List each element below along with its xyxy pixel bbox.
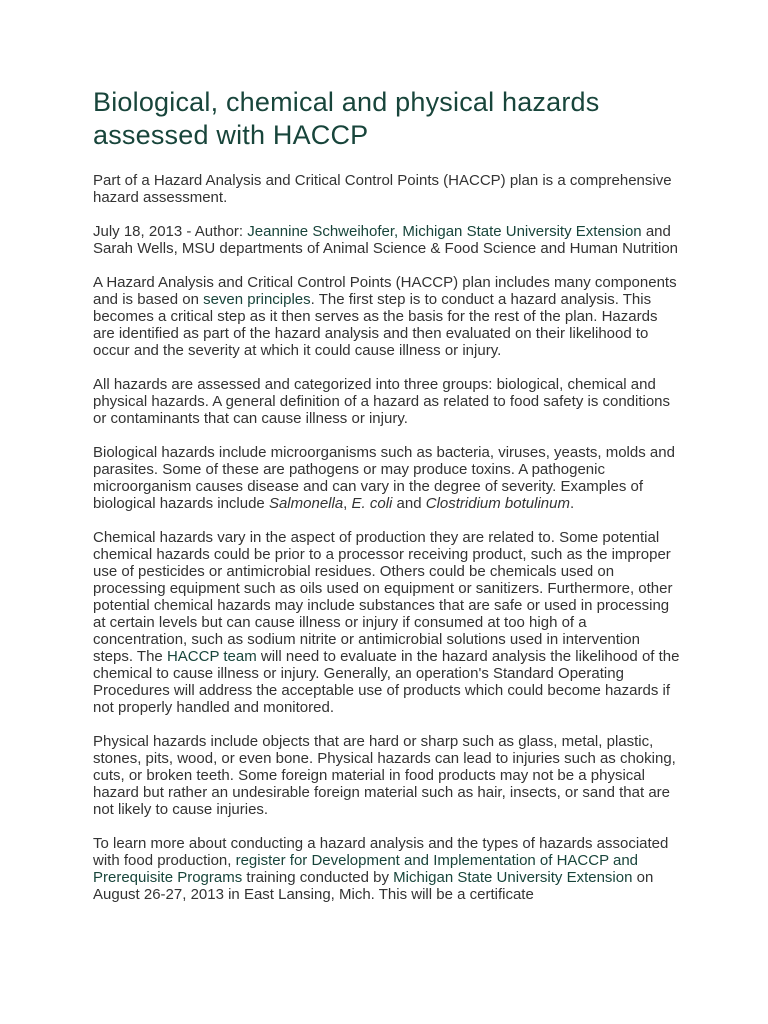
- article-summary: Part of a Hazard Analysis and Critical Control Points (HACCP) plan is a comprehensive hazard assessment.: [93, 172, 672, 206]
- paragraph-biological: [93, 444, 683, 512]
- paragraph-text: To learn more about conducting a hazard analysis and the types of hazards associated with food production,: [93, 835, 669, 869]
- register-training-link[interactable]: register for Development and Implementation of HACCP and Prerequisite Programs: [93, 852, 639, 886]
- paragraph-text: ,: [343, 495, 352, 512]
- page-title: Biological, chemical and physical hazards assessed with HACCP: [93, 87, 600, 150]
- paragraph-text: . The first step is to conduct a hazard analysis. This becomes a critical step as it then serves as the basis for the rest of the plan. Hazards are identified as part of the hazard analysis and then evaluated on their likelihood to occur and the severity at which it could cause illness or injury.: [93, 291, 658, 359]
- paragraph-hazard-groups: All hazards are assessed and categorized into three groups: biological, chemical and physical hazards. A general definition of a hazard as related to food safety is conditions or contaminants that can cause illness or injury.: [93, 376, 671, 427]
- paragraph-physical: Physical hazards include objects that are hard or sharp such as glass, metal, plastic, stones, pits, wood, or even bone. Physical hazards can lead to injuries such as choking, cuts, or broken teeth. Some foreign material in food products may not be a physical hazard but rather an undesirable foreign material such as hair, insects, or sand that are not likely to cause injuries.: [93, 733, 676, 818]
- byline-date: July 18, 2013 - Author:: [93, 223, 248, 240]
- byline-rest: and Sarah Wells, MSU departments of Animal Science & Food Science and Human Nutrition: [93, 223, 678, 257]
- paragraph-text: Chemical hazards vary in the aspect of production they are related to. Some potential chemical hazards could be prior to a processor receiving product, such as the improper use of pesticides or antimicrobial residues. Others could be chemicals used on processing equipment such as oils used on equipment or sanitizers. Furthermore, other potential chemical hazards may include substances that are safe or used in processing at certain levels but can cause illness or injury if consumed at too high of a concentration, such as sodium nitrite or antimicrobial solutions used in intervention steps. The: [93, 529, 673, 665]
- article: [93, 86, 683, 920]
- salmonella-term: Salmonella: [268, 495, 344, 512]
- paragraph-haccp-intro: [93, 274, 683, 359]
- paragraph-text: Biological hazards include microorganisms such as bacteria, viruses, yeasts, molds and parasites. Some of these are pathogens or may produce toxins. A pathogenic microorganism causes disease and can vary in the degree of severity. Examples of biological hazards include: [93, 444, 675, 512]
- paragraph-text: A Hazard Analysis and Critical Control Points (HACCP) plan includes many components and is based on: [93, 274, 677, 308]
- paragraph-text: and: [392, 495, 426, 512]
- clostridium-term: Clostridium botulinum: [425, 495, 570, 512]
- paragraph-text: .: [569, 495, 575, 512]
- paragraph-text: on August 26-27, 2013 in East Lansing, Mich. This will be a certificate: [93, 869, 654, 903]
- author-link[interactable]: Jeannine Schweihofer, Michigan State University Extension: [247, 223, 642, 240]
- paragraph-chemical: [93, 529, 683, 716]
- paragraph-text: will need to evaluate in the hazard analysis the likelihood of the chemical to cause illness or injury. Generally, an operation's Standard Operating Procedures will address the acceptable use of products which could become hazards if not properly handled and monitored.: [93, 648, 680, 716]
- msu-extension-link[interactable]: Michigan State University Extension: [393, 869, 633, 886]
- paragraph-learn-more: [93, 835, 683, 903]
- byline: [93, 223, 683, 257]
- seven-principles-link[interactable]: seven principles: [203, 291, 311, 308]
- haccp-team-link[interactable]: HACCP team: [166, 648, 257, 665]
- paragraph-text: training conducted by: [242, 869, 394, 886]
- ecoli-term: E. coli: [351, 495, 393, 512]
